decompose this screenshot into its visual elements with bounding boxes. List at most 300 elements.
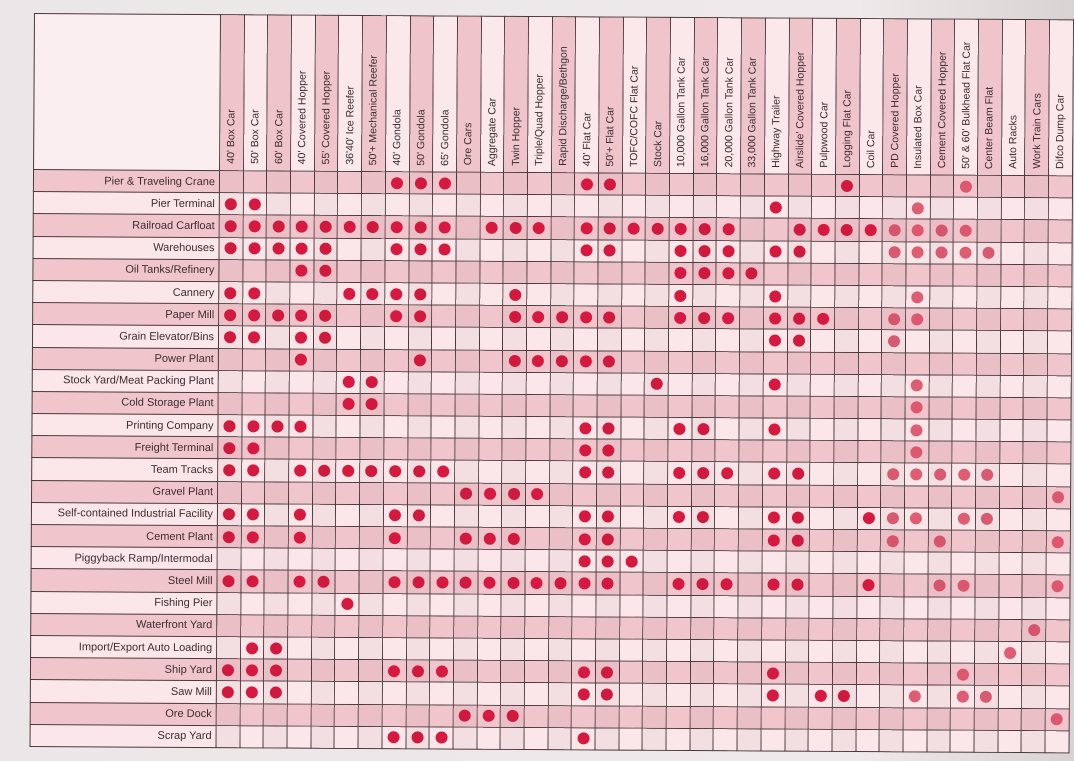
table-cell xyxy=(998,730,1022,752)
table-cell xyxy=(502,461,526,483)
table-cell xyxy=(313,282,337,304)
table-cell xyxy=(548,616,572,638)
table-cell xyxy=(1024,331,1048,353)
compatibility-dot xyxy=(556,311,568,323)
column-header xyxy=(670,17,695,173)
compatibility-dot xyxy=(675,312,687,324)
compatibility-dot xyxy=(650,378,662,390)
table-cell xyxy=(407,416,431,438)
compatibility-dot xyxy=(223,531,235,543)
table-cell xyxy=(879,707,903,729)
table-cell xyxy=(951,619,975,641)
table-cell xyxy=(1045,686,1069,708)
table-cell xyxy=(265,459,289,481)
column-header-label: 50' & 60' Bulkhead Flat Car xyxy=(959,41,973,169)
compatibility-dot xyxy=(224,442,236,454)
table-cell xyxy=(619,728,643,750)
table-cell xyxy=(361,238,385,260)
compatibility-dot xyxy=(506,710,518,722)
table-cell xyxy=(881,441,905,463)
compatibility-dot xyxy=(294,576,306,588)
table-cell xyxy=(406,726,430,748)
table-cell xyxy=(548,705,572,727)
table-cell xyxy=(337,371,361,393)
table-cell xyxy=(595,728,619,750)
table-cell xyxy=(453,727,477,749)
table-cell xyxy=(953,219,977,241)
table-cell xyxy=(858,263,882,285)
table-cell xyxy=(548,727,572,749)
table-cell xyxy=(358,682,382,704)
table-cell xyxy=(833,574,857,596)
table-cell xyxy=(289,371,313,393)
table-cell xyxy=(289,393,313,415)
compatibility-dot xyxy=(391,177,403,189)
compatibility-dot xyxy=(887,468,899,480)
table-cell xyxy=(502,505,526,527)
column-header-label: 40' Flat Car xyxy=(580,112,594,167)
table-cell xyxy=(216,703,240,725)
column-header xyxy=(456,16,481,172)
table-cell xyxy=(834,396,858,418)
row-label: Saw Mill xyxy=(30,680,216,703)
table-cell xyxy=(477,683,501,705)
table-cell xyxy=(385,238,409,260)
compatibility-dot xyxy=(318,465,330,477)
table-cell xyxy=(668,417,692,439)
table-cell xyxy=(290,282,314,304)
table-cell xyxy=(975,486,999,508)
table-cell xyxy=(975,641,999,663)
table-cell xyxy=(740,196,764,218)
table-cell xyxy=(432,305,456,327)
compatibility-dot xyxy=(415,177,427,189)
table-cell xyxy=(288,637,312,659)
table-cell xyxy=(643,595,667,617)
table-cell xyxy=(1023,464,1047,486)
table-cell xyxy=(572,550,596,572)
table-cell xyxy=(906,241,930,263)
compatibility-dot xyxy=(768,534,780,546)
table-cell xyxy=(811,263,835,285)
table-cell xyxy=(1024,286,1048,308)
table-cell xyxy=(242,304,266,326)
table-cell xyxy=(314,193,338,215)
table-cell xyxy=(336,438,360,460)
table-cell xyxy=(501,616,525,638)
table-cell xyxy=(1023,442,1047,464)
compatibility-dot xyxy=(272,220,284,232)
table-cell xyxy=(738,529,762,551)
table-cell xyxy=(596,528,620,550)
compatibility-dot xyxy=(698,423,710,435)
compatibility-dot xyxy=(577,733,589,745)
table-cell xyxy=(930,197,954,219)
compatibility-dot xyxy=(272,243,284,255)
table-cell xyxy=(524,727,548,749)
compatibility-dot xyxy=(579,444,591,456)
table-cell xyxy=(881,397,905,419)
table-cell xyxy=(550,372,574,394)
table-cell xyxy=(622,173,646,195)
table-cell xyxy=(219,215,243,237)
table-cell xyxy=(313,304,337,326)
table-cell xyxy=(714,684,738,706)
table-cell xyxy=(360,438,384,460)
table-cell xyxy=(883,175,907,197)
compatibility-dot xyxy=(295,420,307,432)
compatibility-dot xyxy=(604,245,616,257)
table-cell xyxy=(977,286,1001,308)
compatibility-dot xyxy=(580,244,592,256)
table-cell xyxy=(216,659,240,681)
table-cell xyxy=(832,729,856,751)
table-cell xyxy=(218,415,242,437)
table-cell xyxy=(525,528,549,550)
table-cell xyxy=(834,463,858,485)
table-cell xyxy=(788,174,812,196)
table-cell xyxy=(408,283,432,305)
table-cell xyxy=(527,173,551,195)
table-cell xyxy=(761,706,785,728)
compatibility-dot xyxy=(270,664,282,676)
table-cell xyxy=(264,681,288,703)
compatibility-dot xyxy=(698,267,710,279)
table-cell xyxy=(620,550,644,572)
table-cell xyxy=(739,418,763,440)
table-cell xyxy=(644,439,668,461)
table-cell xyxy=(430,527,454,549)
compatibility-chart xyxy=(30,13,1067,752)
table-cell xyxy=(361,194,385,216)
compatibility-dot xyxy=(248,287,260,299)
table-cell xyxy=(716,351,740,373)
compatibility-dot xyxy=(1052,491,1064,503)
compatibility-dot xyxy=(886,513,898,525)
table-cell xyxy=(242,393,266,415)
table-cell xyxy=(738,573,762,595)
table-cell xyxy=(1045,730,1069,752)
compatibility-dot xyxy=(248,331,260,343)
table-cell xyxy=(432,327,456,349)
table-cell xyxy=(645,240,669,262)
table-cell xyxy=(383,593,407,615)
table-cell xyxy=(338,171,362,193)
table-cell xyxy=(407,438,431,460)
column-header xyxy=(385,16,410,172)
compatibility-dot xyxy=(793,335,805,347)
compatibility-dot xyxy=(249,198,261,210)
table-cell xyxy=(383,527,407,549)
table-cell xyxy=(574,350,598,372)
table-cell xyxy=(573,506,597,528)
table-cell xyxy=(882,352,906,374)
table-cell xyxy=(622,240,646,262)
compatibility-dot xyxy=(675,289,687,301)
compatibility-dot xyxy=(577,688,589,700)
table-cell xyxy=(406,571,430,593)
table-cell xyxy=(880,552,904,574)
table-cell xyxy=(786,485,810,507)
table-cell xyxy=(998,619,1022,641)
table-cell xyxy=(690,617,714,639)
column-header-label: 20,000 Gallon Tank Car xyxy=(722,57,736,168)
table-cell xyxy=(456,283,480,305)
table-cell xyxy=(1048,309,1072,331)
table-cell xyxy=(953,242,977,264)
table-cell xyxy=(1023,486,1047,508)
table-cell xyxy=(242,348,266,370)
table-cell xyxy=(788,196,812,218)
table-cell xyxy=(432,349,456,371)
table-cell xyxy=(598,240,622,262)
compatibility-dot xyxy=(389,532,401,544)
table-cell xyxy=(977,220,1001,242)
table-cell xyxy=(1047,398,1071,420)
table-cell xyxy=(929,419,953,441)
table-cell xyxy=(762,485,786,507)
compatibility-dot xyxy=(343,221,355,233)
table-cell xyxy=(905,463,929,485)
table-cell xyxy=(976,353,1000,375)
compatibility-dot xyxy=(391,243,403,255)
table-cell xyxy=(669,218,693,240)
column-header xyxy=(741,18,766,174)
table-cell xyxy=(359,637,383,659)
column-header xyxy=(883,19,908,175)
table-cell xyxy=(763,329,787,351)
compatibility-dot xyxy=(554,577,566,589)
table-cell xyxy=(573,395,597,417)
table-cell xyxy=(715,396,739,418)
table-cell xyxy=(524,661,548,683)
table-cell xyxy=(430,571,454,593)
column-header-label: Logging Flat Car xyxy=(841,90,854,169)
table-cell xyxy=(1000,375,1024,397)
table-cell xyxy=(455,305,479,327)
table-cell xyxy=(290,304,314,326)
table-cell xyxy=(337,327,361,349)
table-cell xyxy=(243,260,267,282)
table-cell xyxy=(383,615,407,637)
table-cell xyxy=(928,530,952,552)
table-cell xyxy=(1022,641,1046,663)
table-cell xyxy=(527,239,551,261)
table-cell xyxy=(619,639,643,661)
table-cell xyxy=(1022,553,1046,575)
table-cell xyxy=(1023,397,1047,419)
table-cell xyxy=(431,505,455,527)
column-header-label: 40' Gondola xyxy=(391,108,404,166)
table-cell xyxy=(809,662,833,684)
table-cell xyxy=(289,482,313,504)
table-cell xyxy=(739,351,763,373)
table-cell xyxy=(927,597,951,619)
table-cell xyxy=(408,305,432,327)
table-cell xyxy=(835,263,859,285)
compatibility-dot xyxy=(602,577,614,589)
table-cell xyxy=(241,459,265,481)
table-cell xyxy=(904,508,928,530)
compatibility-dot xyxy=(319,309,331,321)
column-header xyxy=(504,16,529,172)
table-cell xyxy=(762,462,786,484)
table-cell xyxy=(882,263,906,285)
column-header-label: 10,000 Gallon Tank Car xyxy=(675,56,689,167)
row-label: Steel Mill xyxy=(31,569,217,592)
table-cell xyxy=(1047,375,1071,397)
table-cell xyxy=(288,504,312,526)
table-cell xyxy=(479,305,503,327)
table-cell xyxy=(643,639,667,661)
table-cell xyxy=(1001,264,1025,286)
compatibility-dot xyxy=(224,309,236,321)
table-cell xyxy=(336,482,360,504)
table-cell xyxy=(550,261,574,283)
table-cell xyxy=(408,349,432,371)
compatibility-dot xyxy=(959,225,971,237)
table-cell xyxy=(598,195,622,217)
table-cell xyxy=(431,483,455,505)
compatibility-dot xyxy=(912,291,924,303)
table-cell xyxy=(574,306,598,328)
table-cell xyxy=(737,728,761,750)
compatibility-dot xyxy=(983,247,995,259)
compatibility-dot xyxy=(581,178,593,190)
table-cell xyxy=(265,482,289,504)
table-cell xyxy=(243,215,267,237)
table-cell xyxy=(1021,730,1045,752)
table-cell xyxy=(622,217,646,239)
table-cell xyxy=(429,704,453,726)
table-cell xyxy=(1046,597,1070,619)
compatibility-dot xyxy=(438,177,450,189)
compatibility-dot xyxy=(912,247,924,259)
row-label: Cold Storage Plant xyxy=(32,391,218,414)
compatibility-dot xyxy=(603,356,615,368)
table-cell xyxy=(903,641,927,663)
row-label: Cement Plant xyxy=(31,524,217,547)
table-cell xyxy=(501,594,525,616)
table-cell xyxy=(950,708,974,730)
compatibility-dot xyxy=(411,732,423,744)
table-cell xyxy=(621,306,645,328)
table-cell xyxy=(975,530,999,552)
table-cell xyxy=(455,327,479,349)
compatibility-dot xyxy=(603,422,615,434)
column-header xyxy=(291,15,316,171)
table-cell xyxy=(953,264,977,286)
table-cell xyxy=(810,374,834,396)
table-cell xyxy=(337,260,361,282)
table-cell xyxy=(714,617,738,639)
table-cell xyxy=(287,659,311,681)
table-cell xyxy=(691,484,715,506)
table-cell xyxy=(1000,419,1024,441)
compatibility-dot xyxy=(247,575,259,587)
column-header-label: Insulated Box Car xyxy=(912,84,925,169)
table-cell xyxy=(905,441,929,463)
table-cell xyxy=(501,683,525,705)
column-header xyxy=(599,17,624,173)
table-cell xyxy=(572,594,596,616)
compatibility-dot xyxy=(912,202,924,214)
table-cell xyxy=(764,174,788,196)
table-cell xyxy=(241,548,265,570)
table-cell xyxy=(832,707,856,729)
table-cell xyxy=(477,705,501,727)
table-cell xyxy=(550,350,574,372)
table-cell xyxy=(905,419,929,441)
table-cell xyxy=(690,639,714,661)
table-cell xyxy=(812,174,836,196)
table-cell xyxy=(504,195,528,217)
table-cell xyxy=(1046,553,1070,575)
compatibility-dot xyxy=(319,332,331,344)
table-cell xyxy=(811,196,835,218)
table-cell xyxy=(857,507,881,529)
table-cell xyxy=(288,615,312,637)
compatibility-dot xyxy=(793,312,805,324)
compatibility-dot xyxy=(438,244,450,256)
compatibility-dot xyxy=(415,221,427,233)
table-cell xyxy=(903,685,927,707)
table-cell xyxy=(740,218,764,240)
table-cell xyxy=(551,239,575,261)
compatibility-dot xyxy=(697,511,709,523)
table-cell xyxy=(808,729,832,751)
table-cell xyxy=(454,505,478,527)
table-cell xyxy=(596,506,620,528)
table-cell xyxy=(431,438,455,460)
table-cell xyxy=(856,640,880,662)
column-header xyxy=(551,17,576,173)
table-cell xyxy=(762,529,786,551)
table-cell xyxy=(429,682,453,704)
table-cell xyxy=(857,463,881,485)
table-cell xyxy=(737,706,761,728)
table-cell xyxy=(905,397,929,419)
compatibility-dot xyxy=(863,512,875,524)
table-cell xyxy=(1022,708,1046,730)
compatibility-dot xyxy=(721,467,733,479)
table-cell xyxy=(809,596,833,618)
table-cell xyxy=(903,663,927,685)
table-cell xyxy=(928,552,952,574)
table-cell xyxy=(455,438,479,460)
compatibility-dot xyxy=(319,265,331,277)
table-cell xyxy=(716,329,740,351)
table-cell xyxy=(1046,642,1070,664)
compatibility-dot xyxy=(817,313,829,325)
table-cell xyxy=(715,462,739,484)
table-cell xyxy=(289,437,313,459)
table-cell xyxy=(1048,331,1072,353)
table-cell xyxy=(430,660,454,682)
header-row xyxy=(34,14,1074,176)
table-cell xyxy=(691,573,715,595)
table-cell xyxy=(311,682,335,704)
compatibility-dot xyxy=(249,242,261,254)
table-cell xyxy=(953,308,977,330)
compatibility-dot xyxy=(888,246,900,258)
table-cell xyxy=(715,418,739,440)
column-header xyxy=(1025,20,1050,176)
table-cell xyxy=(975,575,999,597)
table-cell xyxy=(740,307,764,329)
compatibility-dot xyxy=(697,578,709,590)
compatibility-dot xyxy=(388,665,400,677)
